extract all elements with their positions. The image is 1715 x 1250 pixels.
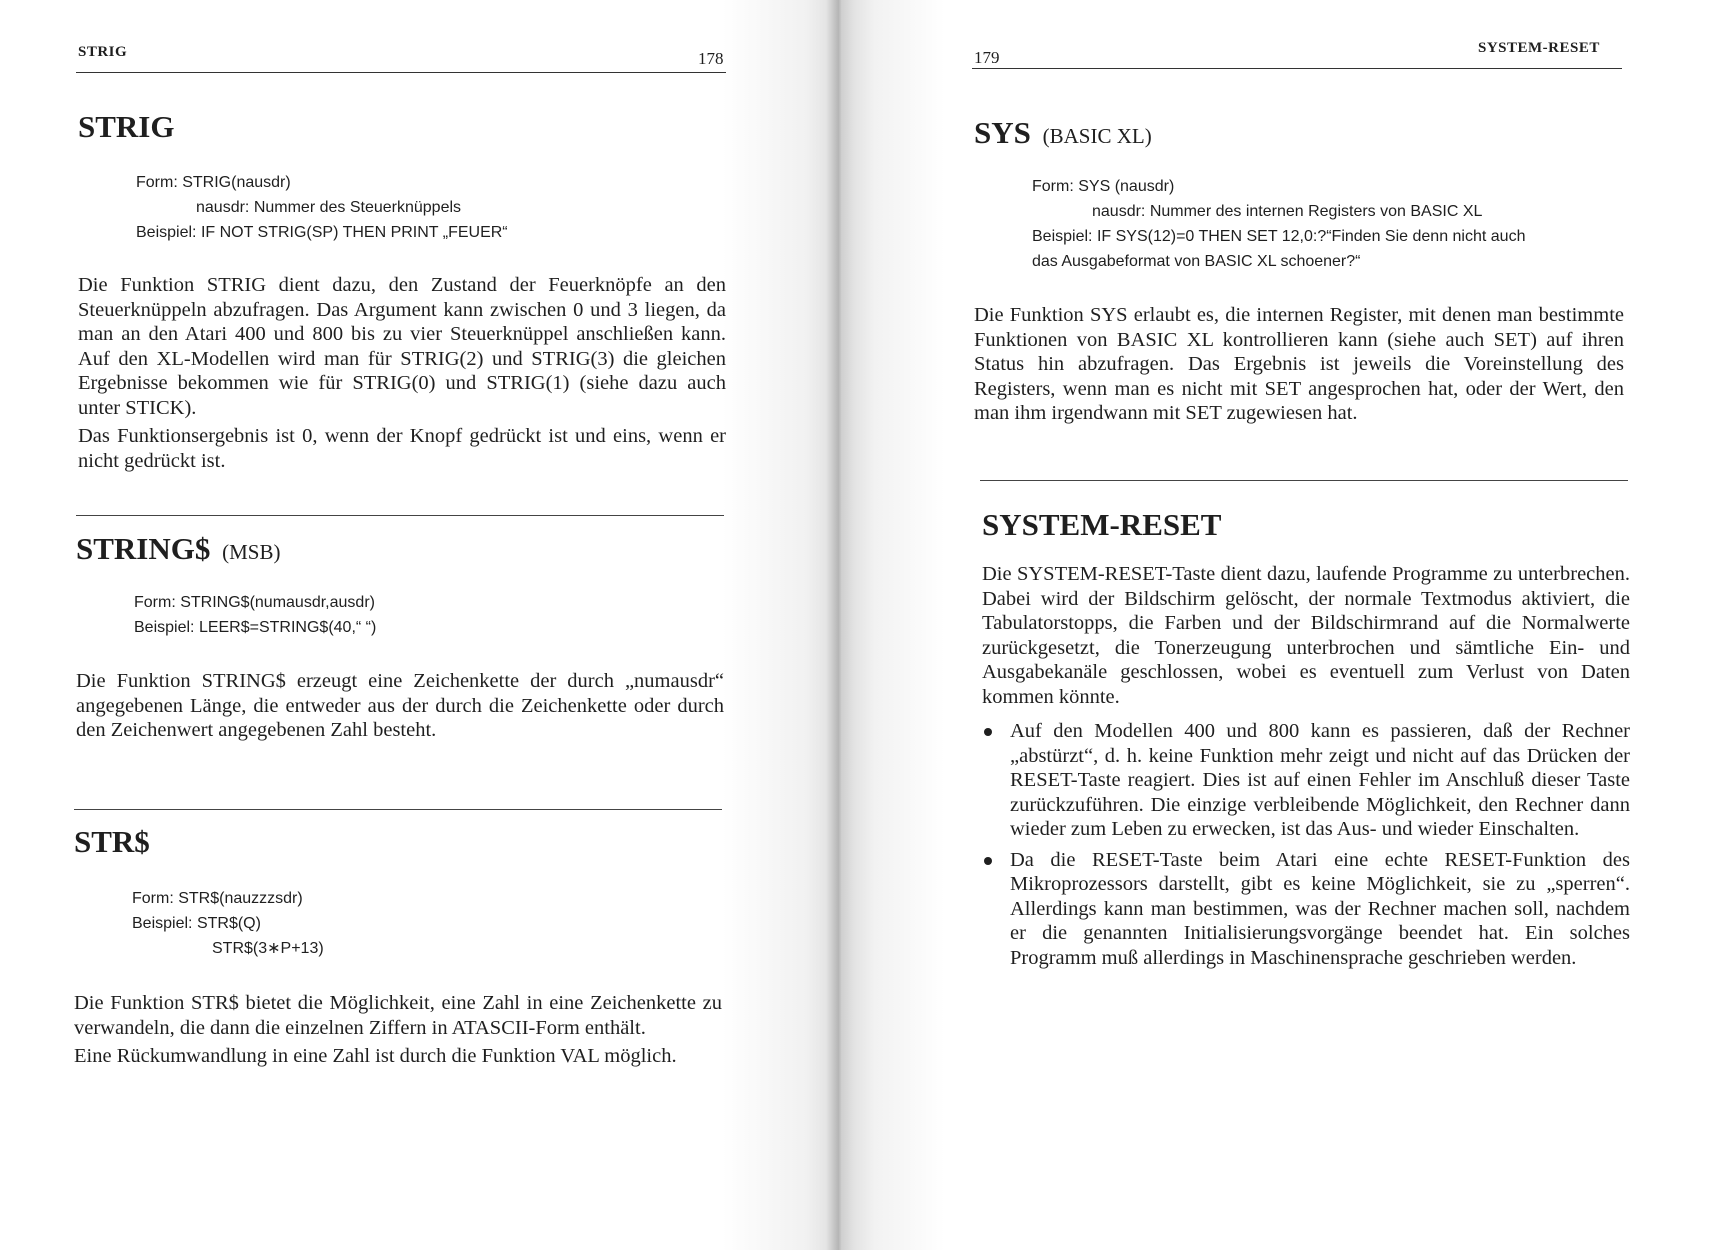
book-gutter xyxy=(826,0,854,1250)
example-label: Beispiel: xyxy=(136,224,197,241)
body-paragraph: Eine Rückumwandlung in eine Zahl ist durch die Funktion VAL möglich. xyxy=(74,1045,677,1067)
left-page xyxy=(0,0,840,1250)
list-item: Auf den Modellen 400 und 800 kann es passieren, daß der Rechner „abstürzt“, d. h. keine Funktion mehr zeigt und nicht auf das Drücken der RESET-Taste reagiert. Dies ist auf einen Fehler im Anschluß dieser Taste zurückzuführen. Die einzige verbleibende Möglichkeit, den Rechner dann wieder zum Leben zu erwecken, ist das Aus- und wieder Einschalten. xyxy=(982,719,1630,842)
section-divider xyxy=(74,809,722,810)
header-rule xyxy=(76,72,726,73)
entry-subtitle: (BASIC XL) xyxy=(1042,124,1152,148)
entry-title: SYS (BASIC XL) xyxy=(974,115,1152,150)
entry-subtitle: (MSB) xyxy=(222,540,281,564)
entry-sys xyxy=(974,114,1624,426)
page-number: 178 xyxy=(698,49,724,68)
body-paragraph: Die SYSTEM-RESET-Taste dient dazu, laufende Programme zu unterbrechen. Dabei wird der Bildschirm gelöscht, der normale Textmodus aktiviert, die Tabulatorstopps, die Farben und der Bildschirmrand auf die Normalwerte zurückgesetzt, die Tonerzeugung unterbrochen und sämtliche Ein- und Ausgabekanäle geschlossen, wobei es eventuell zum Verlust von Daten kommen könnte. xyxy=(982,563,1630,708)
entry-str xyxy=(74,823,722,1069)
bullet-icon xyxy=(984,728,992,736)
example-value: IF NOT STRIG(SP) THEN PRINT „FEUER“ xyxy=(200,224,508,241)
syntax-block xyxy=(1032,174,1624,274)
example-value: IF SYS(12)=0 THEN SET 12,0:?“Finden Sie denn nicht auch xyxy=(1096,228,1526,245)
example-label: Beispiel: xyxy=(134,619,195,636)
example-value: LEER$=STRING$(40,“ “) xyxy=(198,619,377,636)
entry-title: SYSTEM-RESET xyxy=(982,507,1222,542)
body-paragraph: Die Funktion STR$ bietet die Möglichkeit, eine Zahl in eine Zeichenkette zu verwandeln, die dann die einzelnen Ziffern in ATASCII-Form enthält. xyxy=(74,992,722,1039)
entry-strig xyxy=(78,108,726,473)
running-head: STRIG xyxy=(78,44,128,60)
syntax-block xyxy=(136,170,726,245)
header-rule xyxy=(972,68,1622,69)
example-label: Beispiel: xyxy=(132,915,193,932)
syntax-block xyxy=(132,886,722,961)
form-label: Form: xyxy=(1032,178,1074,195)
running-head: SYSTEM-RESET xyxy=(1478,40,1600,56)
list-item: Da die RESET-Taste beim Atari eine echte RESET-Funktion des Mikroprozessors darstellt, gibt es keine Möglichkeit, sie zu „sperren“. Allerdings kann man bestimmen, was der Rechner machen soll, nachdem er die genannten Initialisierungsvorgänge beendet hat. Ein solches Programm muß allerdings in Maschinensprache geschrieben werden. xyxy=(982,848,1630,971)
example-value-2: STR$(3∗P+13) xyxy=(212,940,324,957)
body-paragraph: Die Funktion STRIG dient dazu, den Zustand der Feuerknöpfe an den Steuerknüppeln abzufragen. Das Argument kann zwischen 0 und 3 liegen, da man an den Atari 400 und 800 bis zu vier Steuerknüppel anschließen kann. Auf den XL-Modellen wird man für STRIG(2) und STRIG(3) die gleichen Ergebnisse bekommen wie für STRIG(0) und STRIG(1) (siehe dazu auch unter STICK). xyxy=(78,274,726,419)
syntax-block xyxy=(134,590,724,640)
param-line: nausdr: Nummer des Steuerknüppels xyxy=(196,199,462,216)
entry-title: STRIG xyxy=(78,109,175,144)
entry-title: STRING$ (MSB) xyxy=(76,531,281,566)
entry-system-reset xyxy=(982,506,1630,970)
param-line: nausdr: Nummer des internen Registers von BASIC XL xyxy=(1092,203,1483,220)
form-value: STRIG(nausdr) xyxy=(182,174,291,191)
body-paragraph: Die Funktion STRING$ erzeugt eine Zeichenkette der durch „numausdr“ angegebenen Länge, die entweder aus der durch die Zeichenkette oder durch den Zeichenwert angegebenen Zahl besteht. xyxy=(76,670,724,741)
example-value-2: das Ausgabeformat von BASIC XL schoener?“ xyxy=(1032,253,1361,270)
section-divider xyxy=(980,480,1628,481)
form-value: STR$(nauzzzsdr) xyxy=(178,890,303,907)
example-value: STR$(Q) xyxy=(196,915,261,932)
example-label: Beispiel: xyxy=(1032,228,1093,245)
page-number: 179 xyxy=(974,48,1000,67)
bullet-list xyxy=(982,719,1630,970)
section-divider xyxy=(76,515,724,516)
form-label: Form: xyxy=(134,594,176,611)
entry-string xyxy=(76,530,724,743)
bullet-icon xyxy=(984,857,992,865)
form-label: Form: xyxy=(136,174,178,191)
body-paragraph: Das Funktionsergebnis ist 0, wenn der Knopf gedrückt ist und eins, wenn er nicht gedrückt ist. xyxy=(78,425,726,472)
form-label: Form: xyxy=(132,890,174,907)
form-value: STRING$(numausdr,ausdr) xyxy=(180,594,375,611)
form-value: SYS (nausdr) xyxy=(1078,178,1175,195)
body-paragraph: Die Funktion SYS erlaubt es, die internen Register, mit denen man bestimmte Funktionen von BASIC XL kontrollieren kann (siehe auch SET) auf ihren Status hin abzufragen. Das Ergebnis ist jeweils die Voreinstellung des Registers, wenn man es nicht mit SET angesprochen hat, oder der Wert, den man ihm irgendwann mit SET zugewiesen hat. xyxy=(974,304,1624,424)
right-page xyxy=(840,0,1715,1250)
entry-title: STR$ xyxy=(74,824,150,859)
